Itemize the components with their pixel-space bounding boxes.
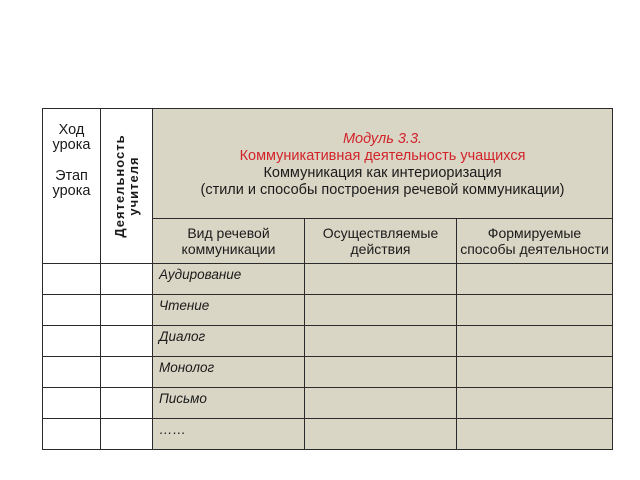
teacher-activity-label	[113, 134, 141, 237]
table-cell-speech-type: Монолог	[153, 357, 305, 388]
table-cell-teacher	[101, 388, 153, 419]
table-row	[43, 419, 613, 450]
table-cell-methods	[457, 419, 613, 450]
table-cell-actions	[305, 295, 457, 326]
table-cell-actions	[305, 419, 457, 450]
table-cell-speech-type: Диалог	[153, 326, 305, 357]
stage-header-line3: Этап	[55, 168, 88, 184]
table-cell-teacher	[101, 295, 153, 326]
col3-line2: способы деятельности	[460, 241, 609, 257]
table-cell-teacher	[101, 357, 153, 388]
table-cell-actions	[305, 264, 457, 295]
table-cell-speech-type: Аудирование	[153, 264, 305, 295]
table-cell-teacher	[101, 264, 153, 295]
table-cell-methods	[457, 388, 613, 419]
table-cell-stage	[43, 264, 101, 295]
module-header-row	[43, 109, 613, 219]
table-row	[43, 264, 613, 295]
col2-line2: действия	[350, 241, 411, 257]
table-cell-actions	[305, 326, 457, 357]
teacher-header-line1: Деятельность	[111, 134, 127, 238]
table-cell-stage	[43, 295, 101, 326]
module-line-2: (стили и способы построения речевой коммуникации)	[200, 181, 565, 198]
table-cell-stage	[43, 357, 101, 388]
stage-header-line4: урока	[52, 183, 91, 199]
table-cell-speech-type: ……	[153, 419, 305, 450]
col3-line1: Формируемые	[487, 225, 582, 241]
table-cell-methods	[457, 264, 613, 295]
table-cell-speech-type: Письмо	[153, 388, 305, 419]
stage-header-line2: урока	[52, 137, 91, 153]
teacher-header-line2: учителя	[125, 156, 141, 216]
table-row	[43, 388, 613, 419]
module-title: Модуль 3.3.	[342, 130, 423, 147]
table-cell-teacher	[101, 419, 153, 450]
col1-line1: Вид речевой	[187, 225, 270, 241]
table-cell-actions	[305, 388, 457, 419]
module-line-1: Коммуникация как интериоризация	[263, 164, 502, 181]
table-row	[43, 295, 613, 326]
table-row	[43, 326, 613, 357]
table-row	[43, 357, 613, 388]
lesson-plan-table	[42, 108, 613, 450]
table-cell-stage	[43, 326, 101, 357]
column-header-speech-type	[153, 219, 305, 264]
stage-header-line1: Ход	[58, 122, 85, 138]
table-cell-methods	[457, 295, 613, 326]
col2-line1: Осуществляемые	[322, 225, 439, 241]
table-cell-stage	[43, 419, 101, 450]
module-subtitle: Коммуникативная деятельность учащихся	[239, 147, 526, 164]
table-cell-stage	[43, 388, 101, 419]
table-cell-actions	[305, 357, 457, 388]
module-header	[153, 109, 613, 219]
col1-line2: коммуникации	[181, 241, 276, 257]
table-cell-speech-type: Чтение	[153, 295, 305, 326]
table-cell-methods	[457, 357, 613, 388]
column-header-actions	[305, 219, 457, 264]
table-cell-teacher	[101, 326, 153, 357]
column-header-methods	[457, 219, 613, 264]
teacher-activity-header	[101, 109, 153, 264]
table-cell-methods	[457, 326, 613, 357]
lesson-stage-header	[43, 109, 101, 264]
